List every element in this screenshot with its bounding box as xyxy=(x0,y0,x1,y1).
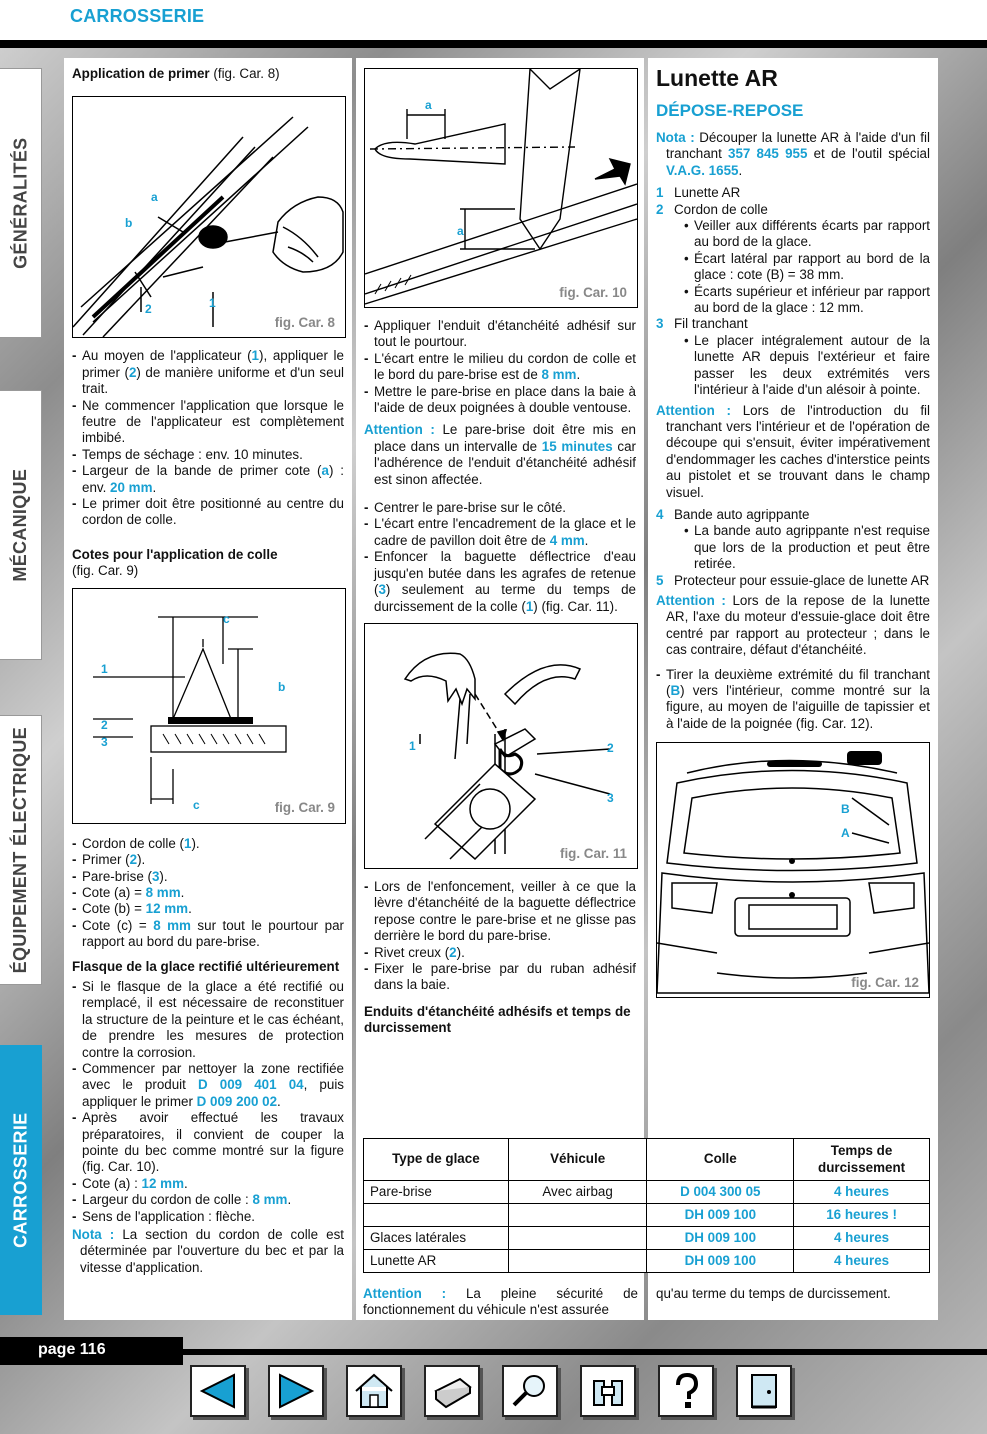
tab-label: GÉNÉRALITÉS xyxy=(10,137,31,269)
sub-item: • Écart latéral par rapport au bord de la glace : cote (B) = 38 mm. xyxy=(684,251,930,284)
tab-label: MÉCANIQUE xyxy=(10,468,31,582)
help-icon xyxy=(664,1371,708,1411)
list-item: - Cote (c) = 8 mm sur tout le pourtour par rapport au bord du pare-brise. xyxy=(72,918,344,951)
section-subtitle: DÉPOSE-REPOSE xyxy=(656,101,804,120)
table-header-row xyxy=(364,1139,930,1181)
table-cell: Pare-brise xyxy=(364,1181,509,1204)
column-header: Type de glace xyxy=(364,1139,509,1181)
fig12-label-B: B xyxy=(841,802,850,817)
fig9-label-c-bottom: c xyxy=(193,797,200,812)
fig12-label-A: A xyxy=(841,826,850,841)
list-item: - Largeur du cordon de colle : 8 mm. xyxy=(72,1192,344,1208)
list-item: - Tirer la deuxième extrémité du fil tranchant (B) vers l'intérieur, comme montré sur la figure, au moyen de l'aiguille de tapissier et à l'aide de la poignée (fig. Car. 12). xyxy=(656,667,930,733)
tab-label: ÉQUIPEMENT ÉLECTRIQUE xyxy=(10,726,31,974)
binoculars-icon xyxy=(586,1371,630,1411)
tab-label: CARROSSERIE xyxy=(10,1112,31,1248)
primer-list xyxy=(72,348,344,528)
list-item: 3 Fil tranchant • Le placer intégralement autour de la lunette AR depuis l'extérieur et faire passer les deux extrémités vers l'intérieur à l'aide d'un alésoir à pointe. xyxy=(656,316,930,398)
sub-list xyxy=(674,523,930,572)
table-cell xyxy=(508,1250,647,1273)
navigation-bar xyxy=(190,1365,790,1423)
fig8-label-a: a xyxy=(151,190,158,205)
fig9-label-2: 2 xyxy=(101,717,108,732)
fig9-label-c-top: c xyxy=(223,611,230,626)
table-cell xyxy=(508,1204,647,1227)
list-item: 2 Cordon de colle • Veiller aux différents écarts par rapport au bord de la glace. • Écart latéral par rapport au bord de la glace : cote (B) = 38 mm. • Écarts supérieur et inférieur par rapport au bord de la glace : 12 mm. xyxy=(656,202,930,317)
attention-note-decoupe: Attention : Lors de l'introduction du fil tranchant vers l'intérieur et de l'opération de découpe qui s'ensuit, éviter impérativement d'endommager les caches d'interstice peints au pistolet et se trouvant dans le champ visuel. xyxy=(656,402,930,500)
next-page-button[interactable] xyxy=(268,1365,324,1417)
nota-note: Nota : La section du cordon de colle est déterminée par l'ouverture du bec et par la vitesse d'application. xyxy=(72,1227,345,1275)
table-cell xyxy=(508,1227,647,1250)
enduits-title: Enduits d'étanchéité adhésifs et temps de durcissement xyxy=(364,1003,631,1036)
flasque-list xyxy=(72,979,344,1225)
list-item: - Lors de l'enfoncement, veiller à ce que la lèvre d'étanchéité de la baguette déflectrice repose contre le pare-brise et ne glisse pas derrière le bord du pare-brise. xyxy=(364,879,636,945)
list-item: - Largeur de la bande de primer cote (a) : env. 20 mm. xyxy=(72,463,344,496)
sub-item: • La bande auto agrippante n'est requise que lors de la production et peut être retirée. xyxy=(684,523,930,572)
cotes-heading xyxy=(72,547,344,580)
fig10-label-a-side: a xyxy=(457,224,464,238)
table-cell: DH 009 100 xyxy=(647,1227,794,1250)
components-list-2 xyxy=(656,507,930,589)
fig10-label-a-top: a xyxy=(425,98,432,112)
list-item: - L'écart entre l'encadrement de la glace et le cadre de pavillon doit être de 4 mm. xyxy=(364,516,636,549)
fig9-label-1: 1 xyxy=(101,661,108,676)
page-title: Lunette AR xyxy=(656,65,778,91)
tab-equipement-electrique[interactable] xyxy=(0,715,42,985)
table-cell: D 004 300 05 xyxy=(647,1181,794,1204)
column-2 xyxy=(356,58,644,1320)
nota-note: Nota : Découper la lunette AR à l'aide d'un fil tranchant 357 845 955 et de l'outil spécial V.A.G. 1655. xyxy=(656,130,930,178)
figure-car-12 xyxy=(656,742,930,998)
list-item: 5 Protecteur pour essuie-glace de lunette AR xyxy=(656,572,930,588)
pose-list-2 xyxy=(364,500,636,615)
table-cell: 4 heures xyxy=(794,1227,930,1250)
exit-icon xyxy=(742,1371,786,1411)
print-icon xyxy=(430,1371,474,1411)
next-icon xyxy=(274,1371,318,1411)
cartridge-nozzle-drawing xyxy=(365,69,637,307)
fig11-caption: fig. Car. 11 xyxy=(560,845,627,861)
fig12-caption: fig. Car. 12 xyxy=(851,974,919,990)
table-row xyxy=(364,1204,930,1227)
home-icon xyxy=(352,1371,396,1411)
table-cell: DH 009 100 xyxy=(647,1250,794,1273)
fig10-caption: fig. Car. 10 xyxy=(559,284,627,300)
list-item: - Ne commencer l'application que lorsque le feutre de l'applicateur est complètement imbibé. xyxy=(72,398,344,447)
column-header: Temps de durcissement xyxy=(794,1139,930,1181)
fig9-label-b: b xyxy=(278,679,286,694)
list-item: - Fixer le pare-brise par du ruban adhésif dans la baie. xyxy=(364,961,636,994)
list-item: - Cote (a) = 8 mm. xyxy=(72,885,344,901)
table-cell: 16 heures ! xyxy=(794,1204,930,1227)
column-1 xyxy=(64,58,352,1320)
table-cell: Glaces latérales xyxy=(364,1227,509,1250)
list-item: - Appliquer l'enduit d'étanchéité adhésif sur tout le pourtour. xyxy=(364,318,636,351)
figure-car-8 xyxy=(72,96,346,338)
list-item: 4 Bande auto agrippante • La bande auto agrippante n'est requise que lors de la production et peut être retirée. xyxy=(656,507,930,573)
tab-mecanique[interactable] xyxy=(0,390,42,660)
cotes-fig-ref: (fig. Car. 9) xyxy=(72,563,139,579)
column-3 xyxy=(648,58,938,1320)
list-item: - Enfoncer la baguette déflectrice d'eau jusqu'en butée dans les agrafes de retenue (3) seulement au terme du temps de durcissement de la colle (1) (fig. Car. 11). xyxy=(364,549,636,615)
figure-car-9 xyxy=(72,588,346,824)
figure-car-11 xyxy=(364,623,638,869)
home-button[interactable] xyxy=(346,1365,402,1417)
pose-list-1 xyxy=(364,318,636,416)
sub-list xyxy=(674,218,930,316)
table-cell: 4 heures xyxy=(794,1181,930,1204)
list-item: - Après avoir effectué les travaux préparatoires, il convient de couper la pointe du bec comme montré sur la figure (fig. Car. 10). xyxy=(72,1110,344,1176)
list-item: - Cordon de colle (1). xyxy=(72,836,344,852)
deflector-strip-drawing xyxy=(365,624,637,868)
primer-title: Application de primer xyxy=(72,66,210,81)
column-header: Véhicule xyxy=(508,1139,647,1181)
attention-note-15min: Attention : Le pare-brise doit être mis en place dans un intervalle de 15 minutes car l'adhérence de l'enduit d'étanchéité adhésif est sinon affectée. xyxy=(364,422,636,487)
list-item: - Le primer doit être positionné au centre du cordon de colle. xyxy=(72,496,344,529)
exit-button[interactable] xyxy=(736,1365,792,1417)
list-item: - Centrer le pare-brise sur le côté. xyxy=(364,500,636,516)
fig11-label-3: 3 xyxy=(607,790,614,805)
table-row xyxy=(364,1227,930,1250)
list-item: - Commencer par nettoyer la zone rectifiée avec le produit D 009 401 04, puis appliquer le primer D 009 200 02. xyxy=(72,1061,344,1110)
fig8-label-2: 2 xyxy=(145,302,152,317)
fig11-label-1: 1 xyxy=(409,738,416,753)
attention-note-securite: Attention : La pleine sécurité de fonctionnement du véhicule n'est assurée xyxy=(363,1286,638,1318)
sub-item: • Écarts supérieur et inférieur par rapport au bord de la glace : 12 mm. xyxy=(684,284,930,317)
tab-generalites[interactable] xyxy=(0,68,42,338)
table-row xyxy=(364,1250,930,1273)
help-button[interactable] xyxy=(658,1365,714,1417)
cotes-list xyxy=(72,836,344,951)
fig9-label-3: 3 xyxy=(101,734,108,749)
print-button[interactable] xyxy=(424,1365,480,1417)
bottom-rule xyxy=(183,1349,987,1355)
attention-note-continued: qu'au terme du temps de durcissement. xyxy=(656,1286,891,1301)
list-item: - Rivet creux (2). xyxy=(364,945,636,961)
fig11-label-2: 2 xyxy=(607,740,614,755)
table-cell: Lunette AR xyxy=(364,1250,509,1273)
table-cell xyxy=(364,1204,509,1227)
previous-icon xyxy=(196,1371,240,1411)
sub-item: • Veiller aux différents écarts par rapport au bord de la glace. xyxy=(684,218,930,251)
glue-bead-dimension-drawing xyxy=(73,589,345,823)
fig8-caption: fig. Car. 8 xyxy=(274,315,335,330)
top-rule xyxy=(0,40,987,48)
search-button[interactable] xyxy=(502,1365,558,1417)
rear-window-car-drawing xyxy=(657,743,929,997)
table-cell: 4 heures xyxy=(794,1250,930,1273)
list-item: - Primer (2). xyxy=(72,852,344,868)
find-button[interactable] xyxy=(580,1365,636,1417)
column-header: Colle xyxy=(647,1139,794,1181)
sub-item: • Le placer intégralement autour de la lunette AR depuis l'extérieur et faire passer les deux extrémités vers l'intérieur à l'aide d'un alésoir à pointe. xyxy=(684,333,930,399)
list-item: - Si le flasque de la glace a été rectifié ou remplacé, il est nécessaire de reconstituer la structure de la peinture et le cas échéant, de prendre les mesures de protection contre la corrosion. xyxy=(72,979,344,1061)
section-title: CARROSSERIE xyxy=(70,6,205,26)
list-item: - Cote (b) = 12 mm. xyxy=(72,901,344,917)
sealant-table xyxy=(363,1138,930,1273)
figure-car-10 xyxy=(364,68,638,308)
list-item: - Au moyen de l'applicateur (1), appliquer le primer (2) de manière uniforme et d'un seul trait. xyxy=(72,348,344,397)
list-item: - Mettre le pare-brise en place dans la baie à l'aide de deux poignées à double ventouse. xyxy=(364,384,636,417)
list-item: - L'écart entre le milieu du cordon de colle et le bord du pare-brise est de 8 mm. xyxy=(364,351,636,384)
pose-list-3 xyxy=(364,879,636,994)
primer-fig-ref: (fig. Car. 8) xyxy=(213,66,280,81)
sub-list xyxy=(674,333,930,399)
table-cell: Avec airbag xyxy=(508,1181,647,1204)
page-number: page 116 xyxy=(0,1337,183,1365)
components-list-1 xyxy=(656,185,930,398)
fig8-label-b: b xyxy=(125,216,133,231)
list-item: - Temps de séchage : env. 10 minutes. xyxy=(72,447,344,463)
list-item: - Pare-brise (3). xyxy=(72,869,344,885)
fig9-caption: fig. Car. 9 xyxy=(274,800,335,816)
primer-heading xyxy=(72,66,344,82)
list-item: - Sens de l'application : flèche. xyxy=(72,1209,344,1225)
previous-page-button[interactable] xyxy=(190,1365,246,1417)
list-item: 1 Lunette AR xyxy=(656,185,741,201)
tirer-list xyxy=(656,667,930,733)
table-cell: DH 009 100 xyxy=(647,1204,794,1227)
table-row xyxy=(364,1181,930,1204)
fig8-label-1: 1 xyxy=(209,296,216,311)
flasque-title: Flasque de la glace rectifié ultérieurement xyxy=(72,958,340,974)
list-item: - Cote (a) : 12 mm. xyxy=(72,1176,344,1192)
cotes-title: Cotes pour l'application de colle xyxy=(72,546,278,562)
tab-carrosserie[interactable] xyxy=(0,1045,42,1315)
search-icon xyxy=(508,1371,552,1411)
attention-note-repose: Attention : Lors de la repose de la lunette AR, l'axe du moteur d'essuie-glace doit être centré par rapport au protecteur ; dans le cas contraire, défaut d'étanchéité. xyxy=(656,592,931,658)
